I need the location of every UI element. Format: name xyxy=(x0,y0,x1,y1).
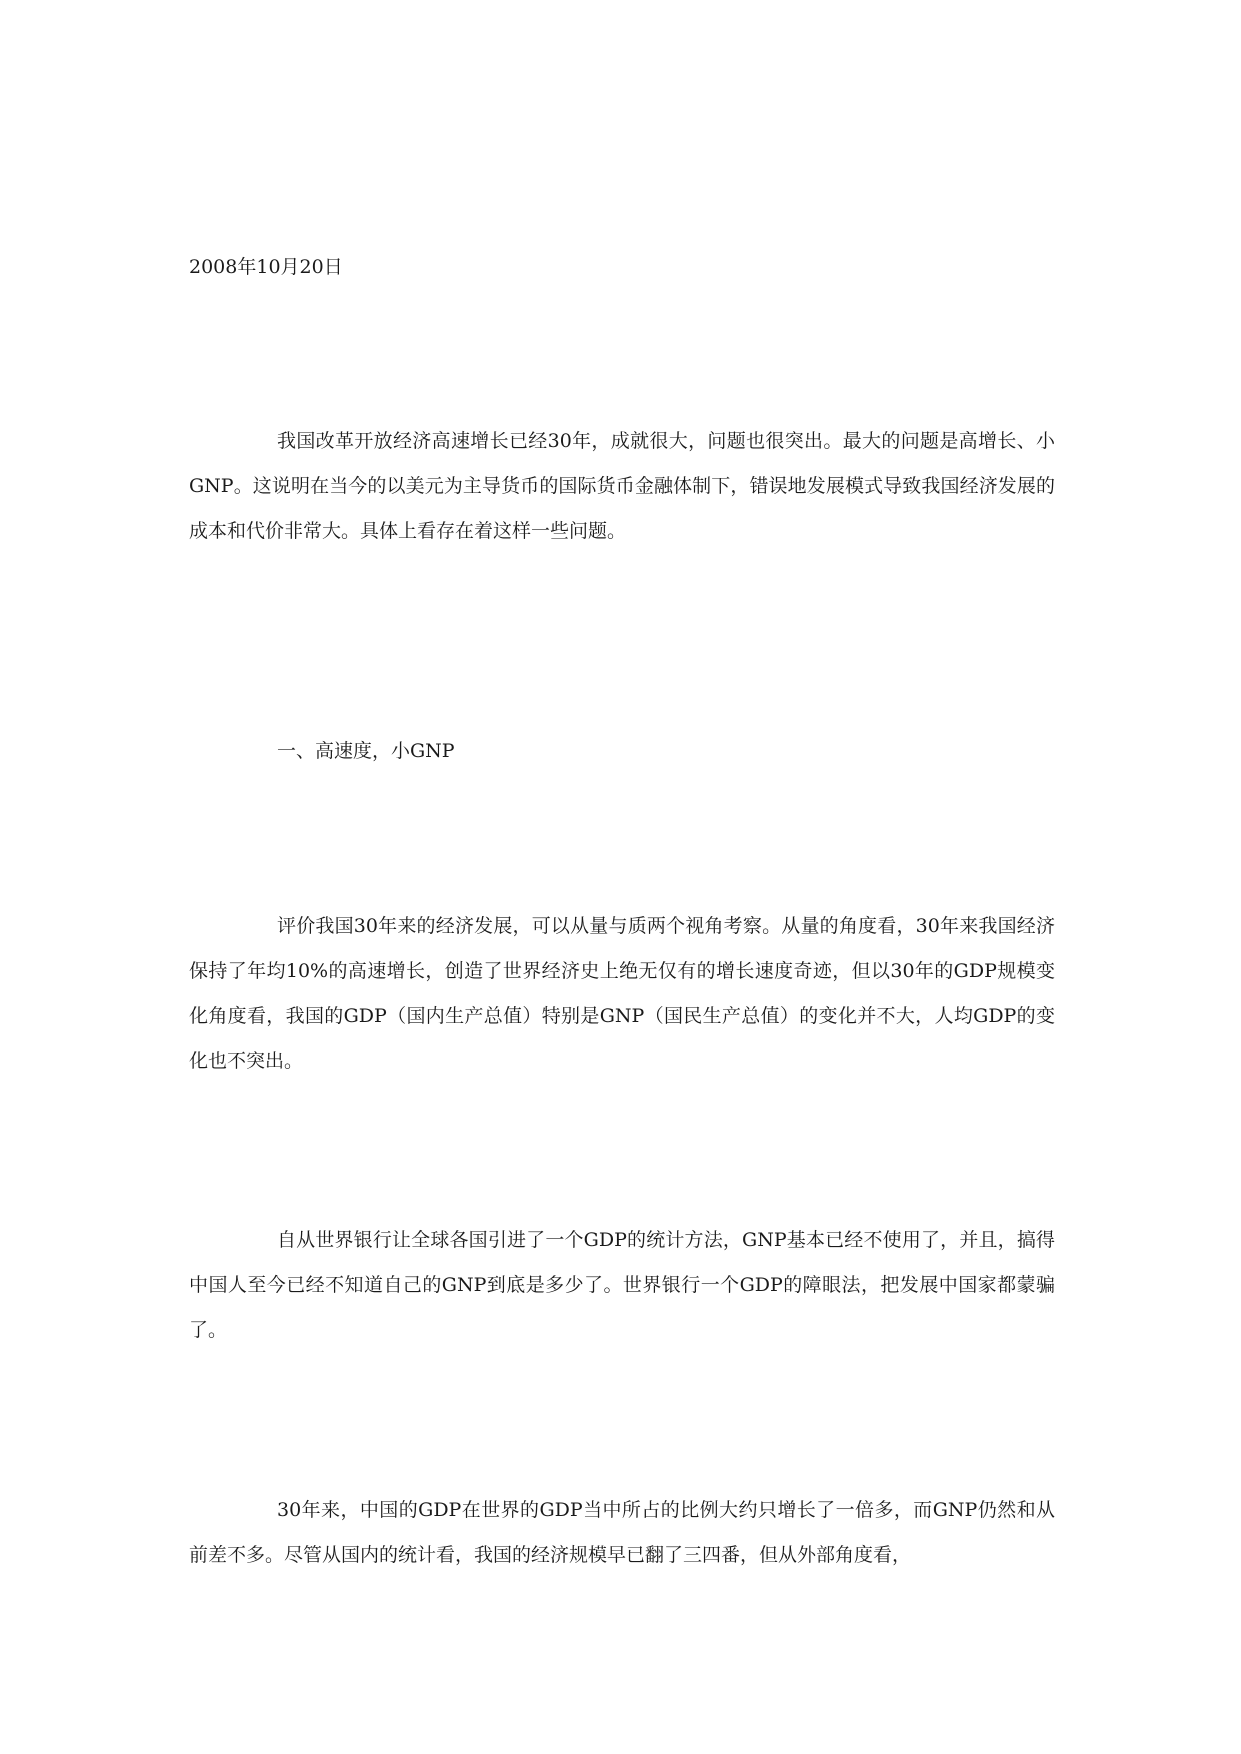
paragraph-world-bank: 自从世界银行让全球各国引进了一个GDP的统计方法，GNP基本已经不使用了，并且，搞得中国人至今已经不知道自己的GNP到底是多少了。世界银行一个GDP的障眼法，把发展中国家都蒙骗了。 xyxy=(189,1229,1055,1341)
section-heading: 一、高速度，小GNP xyxy=(277,740,455,762)
paragraph-evaluation: 评价我国30年来的经济发展，可以从量与质两个视角考察。从量的角度看，30年来我国经济保持了年均10%的高速增长，创造了世界经济史上绝无仅有的增长速度奇迹，但以30年的GDP规模变化角度看，我国的GDP（国内生产总值）特别是GNP（国民生产总值）的变化并不大，人均GDP的变化也不突出。 xyxy=(189,915,1055,1072)
paragraph-gdp-share: 30年来，中国的GDP在世界的GDP当中所占的比例大约只增长了一倍多，而GNP仍然和从前差不多。尽管从国内的统计看，我国的经济规模早已翻了三四番，但从外部角度看， xyxy=(189,1499,1055,1566)
paragraph-intro: 我国改革开放经济高速增长已经30年，成就很大，问题也很突出。最大的问题是高增长、小GNP。这说明在当今的以美元为主导货币的国际货币金融体制下，错误地发展模式导致我国经济发展的成本和代价非常大。具体上看存在着这样一些问题。 xyxy=(189,430,1055,542)
document-date: 2008年10月20日 xyxy=(189,256,343,278)
